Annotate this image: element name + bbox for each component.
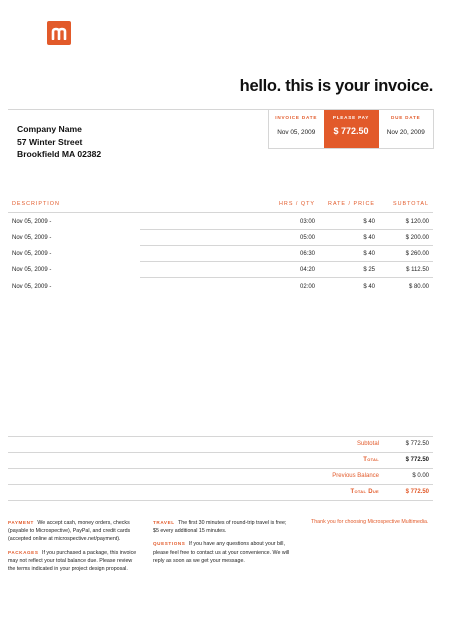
line-item-row bbox=[8, 246, 433, 262]
questions-text: If you have any questions about your bill, please feel free to contact us at your convenience. We will reply as soon as we get your message. bbox=[153, 541, 290, 564]
page-title: hello. this is your invoice. bbox=[239, 77, 433, 95]
row-divider bbox=[140, 277, 433, 278]
notes-column-middle bbox=[153, 519, 291, 570]
line-item-description: Nov 05, 2009 - bbox=[12, 267, 52, 273]
line-item-rate: $ 40 bbox=[363, 251, 375, 257]
line-item-row bbox=[8, 230, 433, 246]
m-logo-icon bbox=[51, 26, 67, 40]
total-label: Total bbox=[363, 457, 379, 463]
line-item-row bbox=[8, 262, 433, 278]
totals-block bbox=[8, 436, 433, 501]
line-item-rate: $ 40 bbox=[363, 284, 375, 290]
line-item-description: Nov 05, 2009 - bbox=[12, 284, 52, 290]
please-pay-amount: $ 772.50 bbox=[333, 126, 369, 136]
line-item-qty: 03:00 bbox=[299, 219, 315, 225]
packages-note bbox=[8, 549, 138, 574]
payment-note bbox=[8, 519, 138, 544]
total-due-row bbox=[8, 484, 433, 501]
street-address: 57 Winter Street bbox=[17, 136, 83, 147]
thank-you-note: Thank you for choosing Microspective Multimedia. bbox=[311, 519, 429, 525]
questions-note bbox=[153, 540, 291, 565]
travel-text: The first 30 minutes of round-trip travel is free; $5 every additional 15 minutes. bbox=[153, 520, 287, 535]
company-name: Company Name bbox=[17, 124, 82, 134]
please-pay-label: PLEASE PAY bbox=[332, 115, 370, 120]
line-item-description: Nov 05, 2009 - bbox=[12, 219, 52, 225]
total-due-label: Total Due bbox=[350, 489, 379, 495]
column-header-rate: RATE / PRICE bbox=[328, 201, 375, 207]
line-item-qty: 02:00 bbox=[299, 284, 315, 290]
line-item-qty: 05:00 bbox=[299, 235, 315, 241]
packages-label: PACKAGES bbox=[8, 549, 39, 555]
line-item-subtotal: $ 120.00 bbox=[405, 219, 429, 225]
line-item-qty: 04:20 bbox=[299, 267, 315, 273]
packages-text: If you purchased a package, this invoice may not reflect your total balance due. Please review the terms indicated in your project design proposal. bbox=[8, 549, 137, 573]
previous-balance-row bbox=[8, 468, 433, 484]
billing-address bbox=[17, 123, 101, 161]
travel-note bbox=[153, 519, 291, 535]
due-date-label: DUE DATE bbox=[390, 115, 421, 120]
brand-logo bbox=[47, 21, 71, 45]
due-date-cell bbox=[379, 110, 434, 148]
line-item-subtotal: $ 200.00 bbox=[405, 235, 429, 241]
subtotal-row bbox=[8, 436, 433, 452]
total-value: $ 772.50 bbox=[405, 457, 429, 463]
line-item-subtotal: $ 80.00 bbox=[408, 284, 429, 290]
column-header-qty: HRS / QTY bbox=[279, 201, 315, 207]
line-item-rate: $ 40 bbox=[363, 219, 375, 225]
previous-balance-value: $ 0.00 bbox=[412, 473, 429, 479]
line-item-description: Nov 05, 2009 - bbox=[12, 235, 52, 241]
city-state-zip: Brookfield MA 02382 bbox=[17, 149, 102, 159]
line-item-subtotal: $ 260.00 bbox=[405, 251, 429, 257]
line-item-rate: $ 40 bbox=[363, 235, 375, 241]
payment-text: We accept cash, money orders, checks (payable to Microspective), PayPal, and credit cards (accepted online at microspective.net/payment). bbox=[8, 520, 131, 543]
column-header-description: DESCRIPTION bbox=[12, 201, 60, 207]
notes-column-left bbox=[8, 519, 138, 578]
subtotal-label: Subtotal bbox=[356, 441, 379, 447]
column-header-subtotal: SUBTOTAL bbox=[393, 201, 429, 207]
total-row bbox=[8, 452, 433, 468]
line-item-subtotal: $ 112.50 bbox=[406, 267, 429, 273]
line-item-qty: 06:30 bbox=[299, 251, 315, 257]
please-pay-cell bbox=[324, 110, 379, 148]
total-due-value: $ 772.50 bbox=[405, 489, 429, 495]
invoice-date-cell bbox=[269, 110, 324, 148]
questions-label: QUESTIONS bbox=[153, 541, 186, 547]
subtotal-value: $ 772.50 bbox=[405, 441, 429, 447]
line-items-header bbox=[8, 199, 433, 213]
payment-label: PAYMENT bbox=[8, 520, 34, 525]
line-item-description: Nov 05, 2009 - bbox=[12, 251, 52, 257]
line-item-rate: $ 25 bbox=[363, 267, 375, 273]
previous-balance-label: Previous Balance bbox=[332, 473, 379, 479]
due-date-value: Nov 20, 2009 bbox=[386, 129, 425, 136]
line-item-row bbox=[8, 279, 433, 295]
travel-label: TRAVEL bbox=[153, 520, 175, 525]
invoice-date-value: Nov 05, 2009 bbox=[277, 129, 316, 136]
invoice-date-label: INVOICE DATE bbox=[275, 115, 318, 120]
line-item-row bbox=[8, 214, 433, 230]
invoice-meta-box bbox=[268, 109, 434, 149]
